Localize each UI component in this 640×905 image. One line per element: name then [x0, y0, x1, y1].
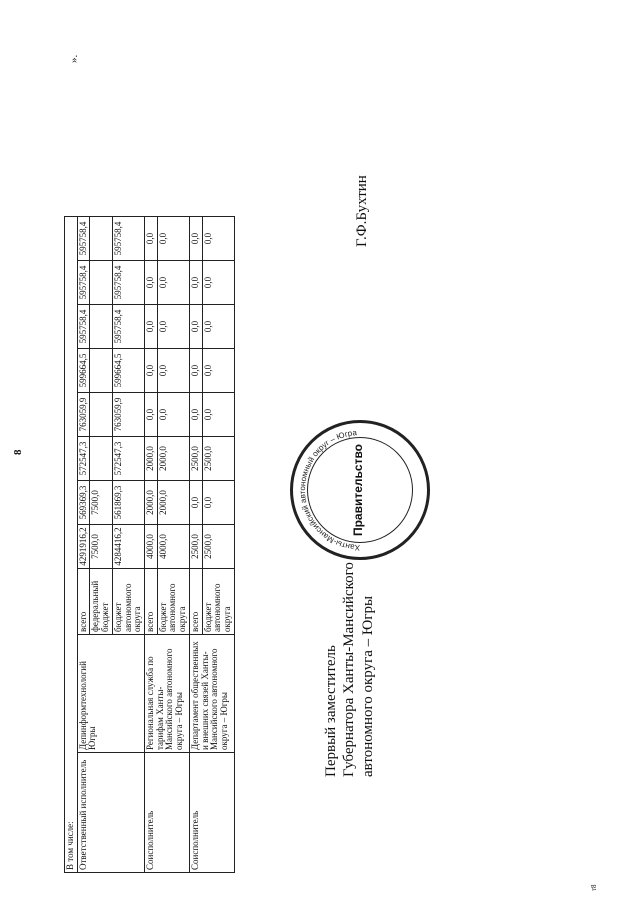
table-header-row — [65, 217, 78, 873]
amount-cell: 0,0 — [189, 261, 202, 305]
funding-source-cell: всего — [77, 569, 90, 635]
amount-cell: 2500,0 — [202, 437, 234, 481]
amount-cell — [90, 437, 112, 481]
amount-cell: 595758,4 — [112, 217, 144, 261]
funding-source-cell: бюджет автономного округа — [202, 569, 234, 635]
closing-quote-mark: ». — [68, 54, 80, 63]
role-cell: Соисполнитель — [145, 753, 190, 873]
amount-cell: 572547,3 — [112, 437, 144, 481]
funding-source-cell: федеральный бюджет — [90, 569, 112, 635]
amount-cell: 0,0 — [202, 393, 234, 437]
amount-cell: 2000,0 — [157, 437, 189, 481]
amount-cell: 0,0 — [189, 305, 202, 349]
amount-cell: 599664,5 — [112, 349, 144, 393]
amount-cell: 2500,0 — [189, 437, 202, 481]
amount-cell — [90, 305, 112, 349]
amount-cell: 0,0 — [189, 393, 202, 437]
amount-cell: 0,0 — [202, 217, 234, 261]
signature-title-line-2: Губернатора Ханты-Мансийского — [341, 562, 358, 777]
amount-cell: 0,0 — [145, 217, 158, 261]
seal-center-text: Правительство — [351, 443, 365, 537]
seal-ring-text: Ханты-Мансийский автономный округ – Югра — [297, 428, 361, 553]
amount-cell: 595758,4 — [112, 305, 144, 349]
amount-cell: 0,0 — [157, 261, 189, 305]
amount-cell: 595758,4 — [112, 261, 144, 305]
amount-cell: 2500,0 — [189, 525, 202, 569]
amount-cell: 0,0 — [157, 393, 189, 437]
table-row — [77, 217, 90, 873]
amount-cell — [90, 217, 112, 261]
amount-cell: 2000,0 — [145, 437, 158, 481]
organization-cell: Депинформтехнологий Югры — [77, 635, 144, 753]
budget-table — [64, 216, 235, 873]
amount-cell: 569369,3 — [77, 481, 90, 525]
margin-mark: т8 — [590, 884, 598, 891]
amount-cell: 4000,0 — [145, 525, 158, 569]
amount-cell: 0,0 — [145, 305, 158, 349]
amount-cell: 595758,4 — [77, 217, 90, 261]
organization-cell: Департамент общественных и внешних связей Ханты-Мансийского автономного округа – Югры — [189, 635, 234, 753]
amount-cell: 0,0 — [202, 305, 234, 349]
amount-cell: 0,0 — [145, 261, 158, 305]
table-row — [189, 217, 202, 873]
table-row — [145, 217, 158, 873]
amount-cell: 595758,4 — [77, 305, 90, 349]
amount-cell: 4284416,2 — [112, 525, 144, 569]
amount-cell: 2000,0 — [157, 481, 189, 525]
table-header-cell: В том числе: — [65, 217, 78, 873]
role-cell: Соисполнитель — [189, 753, 234, 873]
amount-cell: 599664,5 — [77, 349, 90, 393]
signature-title-line-3: автономного округа – Югры — [359, 595, 376, 777]
amount-cell: 0,0 — [145, 349, 158, 393]
funding-source-cell: всего — [145, 569, 158, 635]
amount-cell — [90, 393, 112, 437]
amount-cell: 2000,0 — [145, 481, 158, 525]
funding-source-cell: бюджет автономного округа — [112, 569, 144, 635]
amount-cell: 0,0 — [202, 261, 234, 305]
funding-source-cell: бюджет автономного округа — [157, 569, 189, 635]
amount-cell: 0,0 — [157, 305, 189, 349]
role-cell: Ответственный исполнитель — [77, 753, 144, 873]
amount-cell: 4000,0 — [157, 525, 189, 569]
amount-cell: 561869,3 — [112, 481, 144, 525]
amount-cell: 0,0 — [145, 393, 158, 437]
amount-cell: 2500,0 — [202, 525, 234, 569]
signer-name: Г.Ф.Бухтин — [354, 175, 370, 247]
amount-cell — [90, 261, 112, 305]
amount-cell: 0,0 — [189, 481, 202, 525]
amount-cell: 572547,3 — [77, 437, 90, 481]
signature-title-line-1: Первый заместитель — [323, 645, 339, 777]
amount-cell: 7500,0 — [90, 525, 112, 569]
amount-cell: 0,0 — [202, 349, 234, 393]
amount-cell — [90, 349, 112, 393]
amount-cell: 0,0 — [157, 349, 189, 393]
amount-cell: 0,0 — [189, 217, 202, 261]
page-number: 8 — [12, 449, 24, 455]
signature-title-block — [322, 562, 377, 777]
amount-cell: 595758,4 — [77, 261, 90, 305]
amount-cell: 0,0 — [157, 217, 189, 261]
amount-cell: 0,0 — [189, 349, 202, 393]
amount-cell: 7500,0 — [90, 481, 112, 525]
amount-cell: 4291916,2 — [77, 525, 90, 569]
amount-cell: 763059,9 — [112, 393, 144, 437]
amount-cell: 0,0 — [202, 481, 234, 525]
amount-cell: 763059,9 — [77, 393, 90, 437]
organization-cell: Региональная служба по тарифам Ханты-Мансийского автономного округа – Югры — [145, 635, 190, 753]
funding-source-cell: всего — [189, 569, 202, 635]
government-seal — [290, 420, 430, 560]
